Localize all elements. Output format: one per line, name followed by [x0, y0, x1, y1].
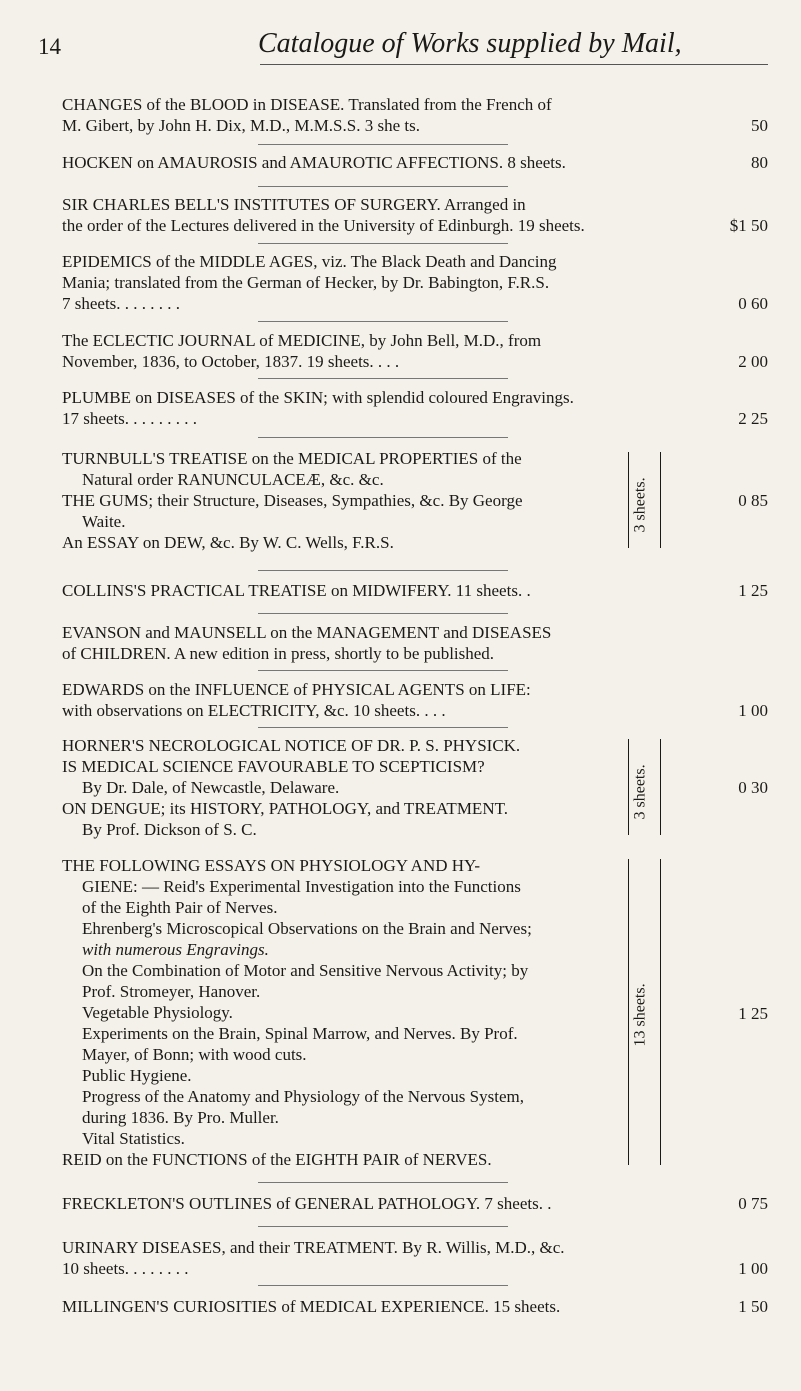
divider — [258, 243, 508, 244]
entry-line: of CHILDREN. A new edition in press, shortly to be published. — [62, 644, 495, 663]
entry-line: SIR CHARLES BELL'S INSTITUTES OF SURGERY. Arranged in — [62, 195, 526, 214]
entry-line: EVANSON and MAUNSELL on the MANAGEMENT and DISEASES — [62, 623, 552, 642]
catalogue-entry — [62, 679, 768, 721]
catalogue-entry — [62, 1193, 768, 1214]
entry-line: EDWARDS on the INFLUENCE of PHYSICAL AGENTS on LIFE: — [62, 680, 531, 699]
entry-line: 17 sheets. . . . . . . . . 2 25 — [62, 409, 768, 428]
catalogue-entry — [62, 194, 768, 236]
left-brace — [660, 452, 661, 548]
entry-price: 80 — [751, 153, 768, 172]
left-brace — [660, 739, 661, 835]
entry-line: with observations on ELECTRICITY, &c. 10 sheets. . . . 1 00 — [62, 701, 768, 720]
entry-price: 2 25 — [738, 409, 768, 428]
entry-line: URINARY DISEASES, and their TREATMENT. By R. Willis, M.D., &c. — [62, 1238, 565, 1257]
entry-line: By Dr. Dale, of Newcastle, Delaware. — [82, 778, 340, 797]
entry-line: MILLINGEN'S CURIOSITIES of MEDICAL EXPERIENCE. 15 sheets. 1 50 — [62, 1297, 768, 1316]
entry-line: FRECKLETON'S OUTLINES of GENERAL PATHOLOGY. 7 sheets. . 0 75 — [62, 1194, 768, 1213]
entry-line: TURNBULL'S TREATISE on the MEDICAL PROPERTIES of the — [62, 449, 522, 468]
bundled-entry-group — [62, 735, 768, 845]
group-text — [62, 735, 520, 840]
entry-line: 10 sheets. . . . . . . . 1 00 — [62, 1259, 768, 1278]
entry-line: Vegetable Physiology. — [82, 1003, 233, 1022]
divider — [258, 670, 508, 671]
entry-price: 1 50 — [738, 1297, 768, 1316]
entry-line: EPIDEMICS of the MIDDLE AGES, viz. The Black Death and Dancing — [62, 252, 557, 271]
divider — [258, 186, 508, 187]
page-header — [38, 20, 768, 60]
divider — [258, 437, 508, 438]
entry-line: Mania; translated from the German of Hecker, by Dr. Babington, F.R.S. — [62, 273, 550, 292]
entry-line: Progress of the Anatomy and Physiology of the Nervous System, — [82, 1087, 524, 1106]
entry-line: Public Hygiene. — [82, 1066, 192, 1085]
entry-price: 1 00 — [738, 1259, 768, 1278]
left-brace — [660, 859, 661, 1165]
entry-line: CHANGES of the BLOOD in DISEASE. Translated from the French of — [62, 95, 552, 114]
group-price: 0 85 — [738, 491, 768, 510]
entry-line: during 1836. By Pro. Muller. — [82, 1108, 279, 1127]
catalogue-entry — [62, 251, 768, 314]
entry-line: Waite. — [82, 512, 126, 531]
divider — [258, 378, 508, 379]
entry-price: 1 00 — [738, 701, 768, 720]
catalogue-entry — [62, 1237, 768, 1279]
group-text — [62, 448, 523, 553]
catalogue-entry — [62, 330, 768, 372]
entry-line: Natural order RANUNCULACEÆ, &c. &c. — [82, 470, 384, 489]
entry-price: 0 75 — [738, 1194, 768, 1213]
catalogue-entry — [62, 387, 768, 429]
divider — [258, 144, 508, 145]
group-price: 0 30 — [738, 778, 768, 797]
entry-price: $1 50 — [729, 216, 768, 235]
entry-price: 1 25 — [738, 581, 768, 600]
divider — [258, 321, 508, 322]
entry-line: M. Gibert, by John H. Dix, M.D., M.M.S.S. 3 she ts. 50 — [62, 116, 768, 135]
catalogue-entry — [62, 622, 768, 664]
entry-price: 2 00 — [738, 352, 768, 371]
entry-line: November, 1836, to October, 1837. 19 sheets. . . . 2 00 — [62, 352, 768, 371]
entry-line: By Prof. Dickson of S. C. — [82, 820, 257, 839]
entry-line: The ECLECTIC JOURNAL of MEDICINE, by John Bell, M.D., from — [62, 331, 542, 350]
entry-line: GIENE: — Reid's Experimental Investigation into the Functions — [82, 877, 521, 896]
entry-line: IS MEDICAL SCIENCE FAVOURABLE TO SCEPTICISM? — [62, 757, 485, 776]
entry-line: THE GUMS; their Structure, Diseases, Sympathies, &c. By George — [62, 491, 523, 510]
group-price: 1 25 — [738, 1004, 768, 1023]
divider — [258, 1226, 508, 1227]
entry-line: the order of the Lectures delivered in the University of Edinburgh. 19 sheets. $1 50 — [62, 216, 768, 235]
divider — [258, 1182, 508, 1183]
sheets-label: 13 sheets. — [631, 983, 649, 1047]
entry-line: PLUMBE on DISEASES of the SKIN; with splendid coloured Engravings. — [62, 388, 574, 407]
entry-line: Mayer, of Bonn; with wood cuts. — [82, 1045, 307, 1064]
entry-line: of the Eighth Pair of Nerves. — [82, 898, 278, 917]
sheets-label: 3 sheets. — [631, 764, 649, 820]
entry-line: Vital Statistics. — [82, 1129, 185, 1148]
divider — [258, 1285, 508, 1286]
page-number: 14 — [38, 34, 61, 59]
entry-line: HOCKEN on AMAUROSIS and AMAUROTIC AFFECTIONS. 8 sheets. 80 — [62, 153, 768, 172]
entry-line: 7 sheets. . . . . . . . 0 60 — [62, 294, 768, 313]
sheets-label: 3 sheets. — [631, 477, 649, 533]
header-rule — [260, 64, 768, 65]
entry-line: HORNER'S NECROLOGICAL NOTICE OF DR. P. S. PHYSICK. — [62, 736, 521, 755]
page-title: Catalogue of Works supplied by Mail, — [258, 28, 682, 59]
entry-line: REID on the FUNCTIONS of the EIGHTH PAIR of NERVES. — [62, 1150, 492, 1169]
entry-line: On the Combination of Motor and Sensitive Nervous Activity; by — [82, 961, 529, 980]
entry-line: THE FOLLOWING ESSAYS ON PHYSIOLOGY AND HY- — [62, 856, 481, 875]
catalogue-entry — [62, 152, 768, 173]
entry-line: An ESSAY on DEW, &c. By W. C. Wells, F.R.S. — [62, 533, 394, 552]
bundled-entry-group — [62, 855, 768, 1175]
entry-line: Ehrenberg's Microscopical Observations on the Brain and Nerves; — [82, 919, 532, 938]
catalogue-entry — [62, 1296, 768, 1317]
entry-line: ON DENGUE; its HISTORY, PATHOLOGY, and TREATMENT. — [62, 799, 508, 818]
entry-line: Experiments on the Brain, Spinal Marrow, and Nerves. By Prof. — [82, 1024, 518, 1043]
divider — [258, 613, 508, 614]
divider — [258, 727, 508, 728]
entry-line: Prof. Stromeyer, Hanover. — [82, 982, 261, 1001]
entry-price: 0 60 — [738, 294, 768, 313]
catalogue-entry — [62, 94, 768, 136]
entry-line: COLLINS'S PRACTICAL TREATISE on MIDWIFERY. 11 sheets. . 1 25 — [62, 581, 768, 600]
catalogue-entry — [62, 580, 768, 601]
bundled-entry-group — [62, 448, 768, 558]
group-text — [62, 855, 532, 1170]
divider — [258, 570, 508, 571]
entry-price: 50 — [751, 116, 768, 135]
entry-line: with numerous Engravings. — [82, 940, 269, 959]
